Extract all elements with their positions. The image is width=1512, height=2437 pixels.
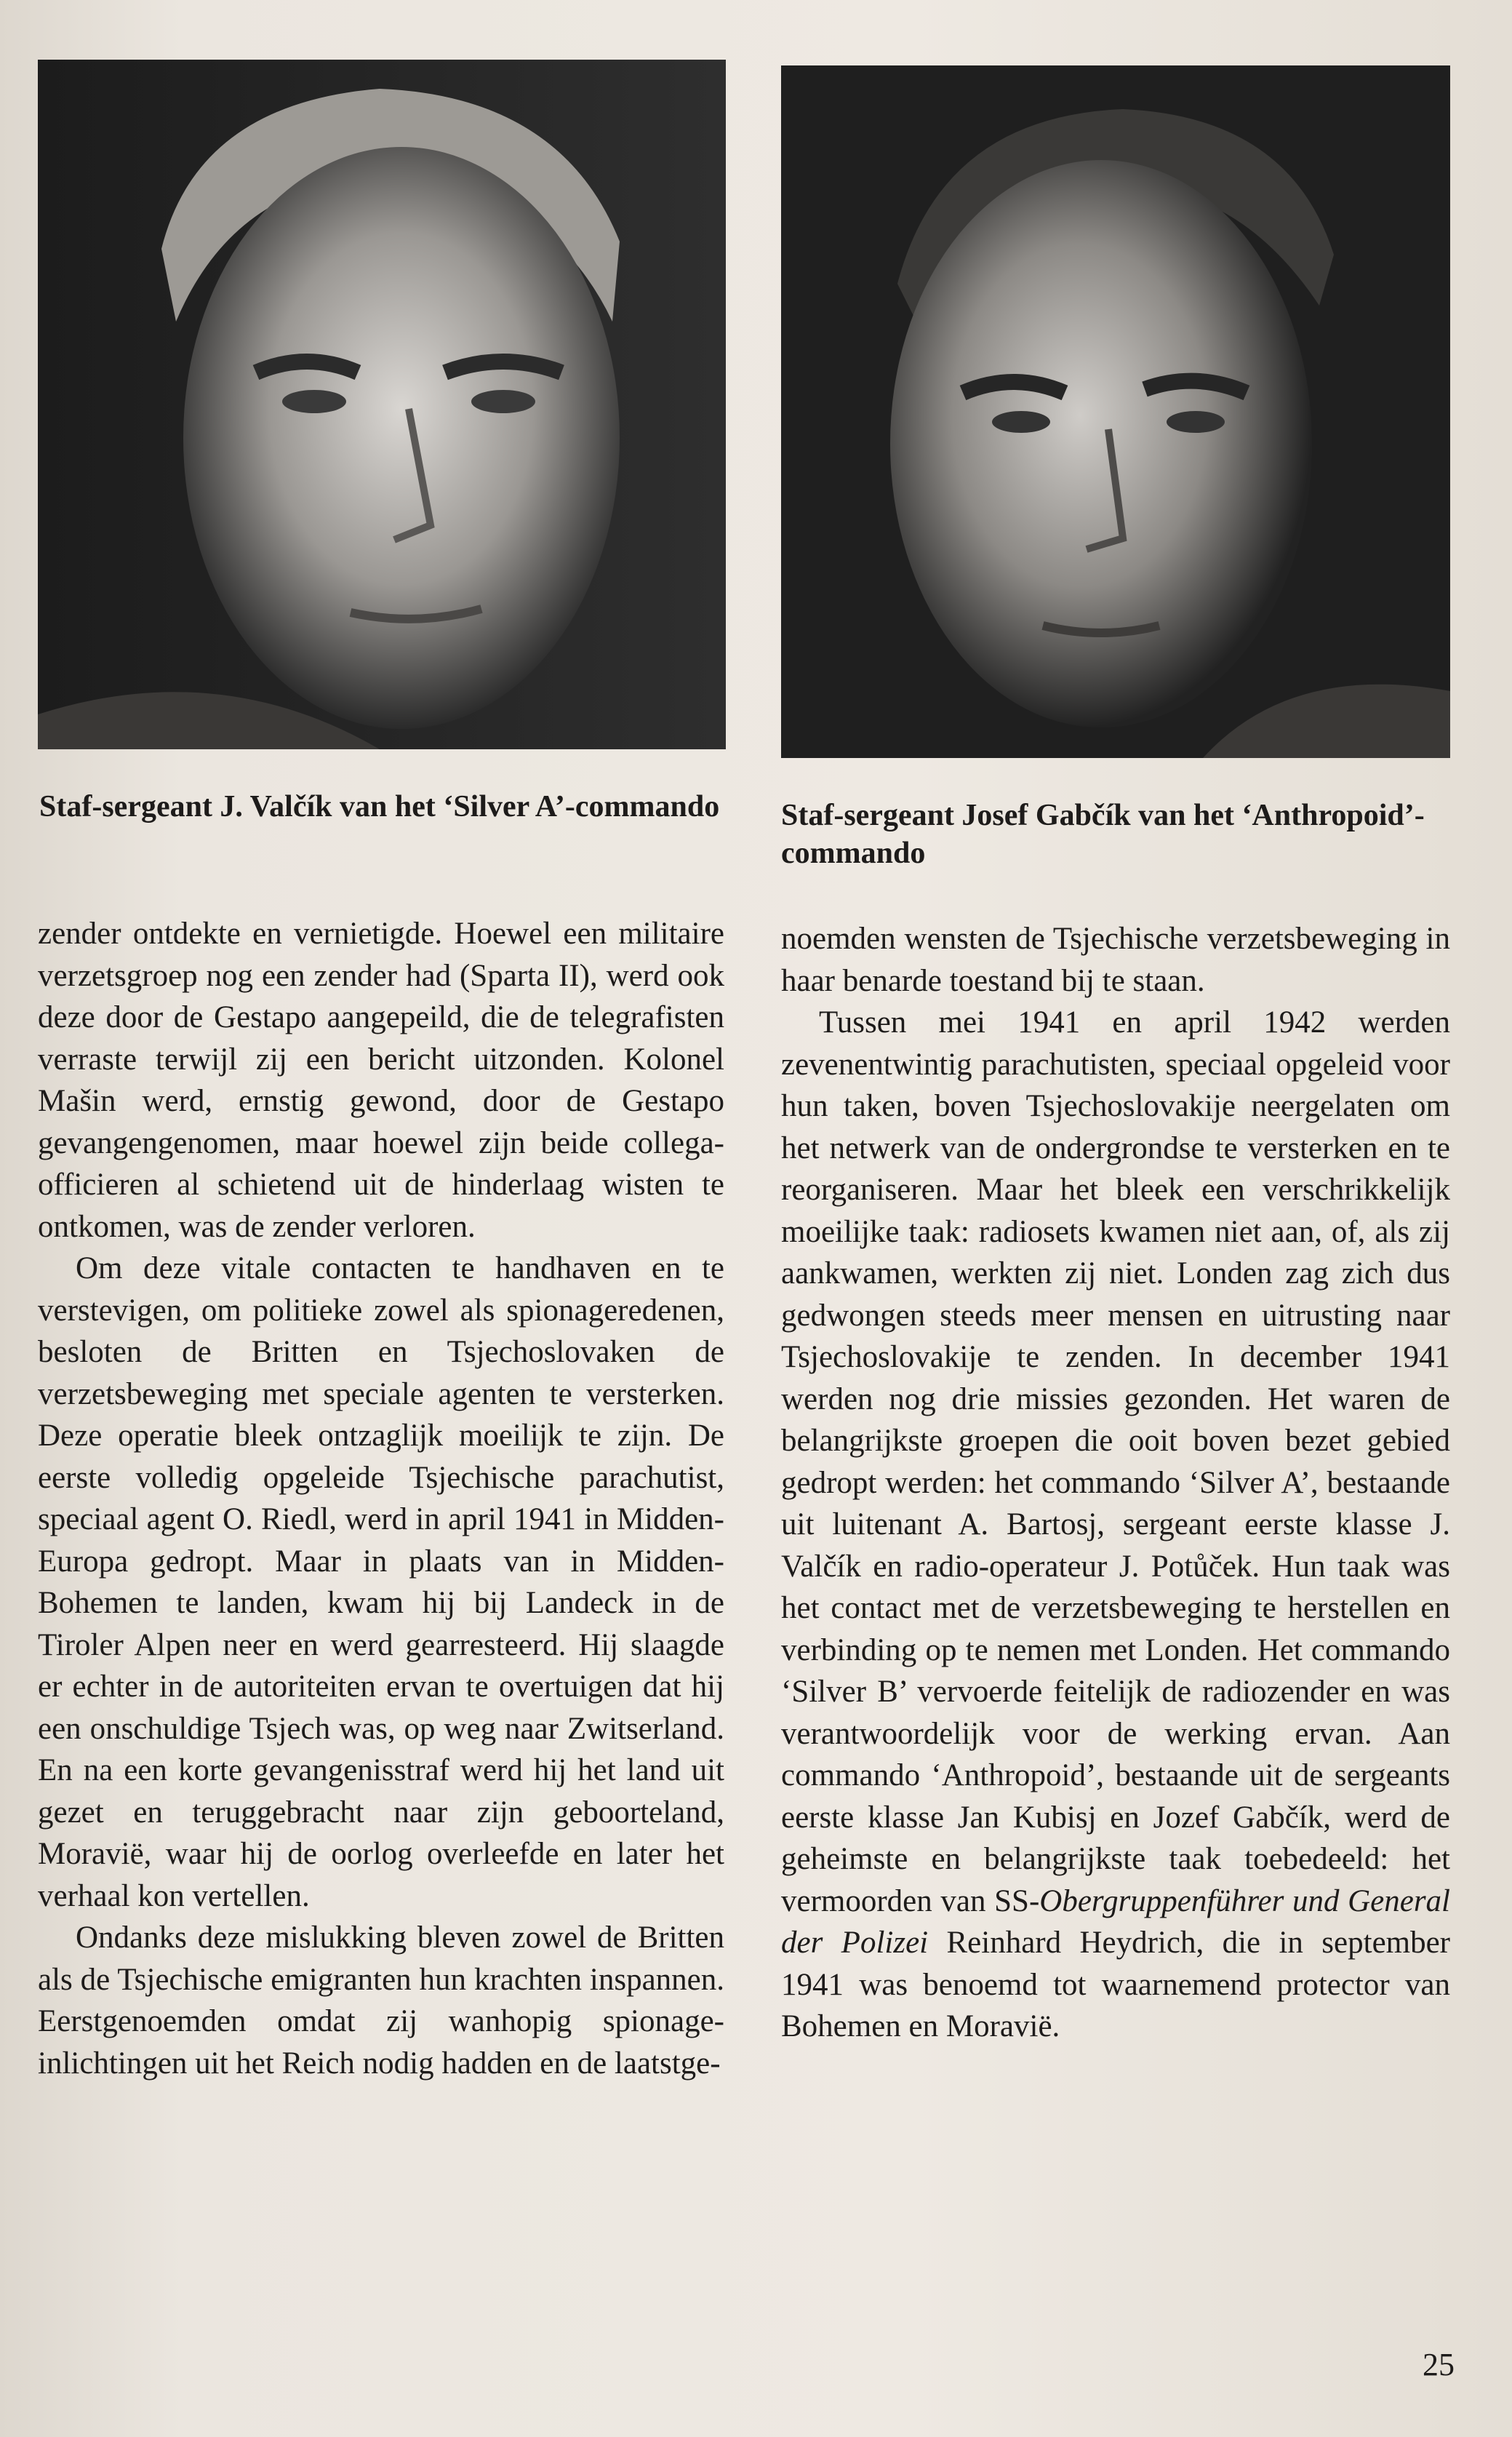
italic-title: Obergruppenführer und General der Polizei	[781, 1883, 1450, 1960]
paragraph: Ondanks deze mislukking bleven zowel de Britten als de Tsjechische emigranten hun krachten inspannen. Eerstgenoemden omdat zij wanhopig spionage-inlichtingen uit het Reich nodig hadden en de laatstge-	[38, 1921, 724, 2081]
caption-valcik: Staf-sergeant J. Valčík van het ‘Silver A’-commando	[39, 790, 720, 823]
paragraph	[781, 1002, 1450, 2048]
portrait-photo-gabcik	[781, 65, 1450, 758]
caption-gabcik: Staf-sergeant Josef Gabčík van het ‘Anthropoid’-commando	[781, 799, 1425, 870]
portrait-photo-valcik	[38, 60, 726, 749]
text-column-right	[781, 918, 1450, 2048]
paragraph: zender ontdekte en vernietigde. Hoewel een militaire verzetsgroep nog een zender had (Sparta II), werd ook deze door de Gestapo aangepeild, die de telegrafisten verraste terwijl zij een bericht uitzonden. Kolonel Mašin werd, ernstig gewond, door de Gestapo gevangengenomen, maar hoewel zijn beide collega-officieren al schietend uit de hinderlaag wisten te ontkomen, was de zender verloren.	[38, 917, 724, 1244]
paragraph: noemden wensten de Tsjechische verzetsbeweging in haar benarde toestand bij te staan.	[781, 922, 1450, 998]
text-column-left	[38, 913, 724, 2084]
paragraph-text: Tussen mei 1941 en april 1942 werden zevenentwintig parachutisten, speciaal opgeleid voor hun taken, boven Tsjechoslovakije neergelaten om het netwerk van de ondergrondse te versterken en te reorganiseren. Maar het bleek een verschrikkelijk moeilijke taak: radiosets kwamen niet aan, of, als zij aankwamen, werkten zij niet. Londen zag zich dus gedwongen steeds meer mensen en uitrusting naar Tsjechoslovakije te zenden. In december 1941 werden nog drie missies gezonden. Het waren de belangrijkste groepen die ooit boven bezet gebied gedropt werden: het commando ‘Silver A’, bestaande uit luitenant A. Bartosj, sergeant eerste klasse J. Valčík en radio-operateur J. Potůček. Hun taak was het contact met de verzetsbeweging te herstellen en verbinding op te nemen met Londen. Het commando ‘Silver B’ vervoerde feitelijk de radiozender en was verantwoordelijk voor de werking ervan. Aan commando ‘Anthropoid’, bestaande uit de sergeants eerste klasse Jan Kubisj en Jozef Gabčík, werd de geheimste en belangrijkste taak toebedeeld: het vermoorden van SS-	[781, 1005, 1450, 1918]
portrait-valcik-image	[38, 60, 726, 749]
portrait-gabcik-image	[781, 65, 1450, 758]
paragraph-text-end: Reinhard Heydrich, die in september 1941 was benoemd tot waarnemend protector van Bohemen en Moravië.	[781, 1926, 1451, 2043]
page-number: 25	[1423, 2347, 1455, 2382]
paragraph: Om deze vitale contacten te handhaven en te verstevigen, om politieke zowel als spionageredenen, besloten de Britten en Tsjechoslovaken de verzetsbeweging met speciale agenten te versterken. Deze operatie bleek ontzaglijk moeilijk te zijn. De eerste volledig opgeleide Tsjechische parachutist, speciaal agent O. Riedl, werd in april 1941 in Midden-Europa gedropt. Maar in plaats van in Midden-Bohemen te landen, kwam hij bij Landeck in de Tiroler Alpen neer en werd gearresteerd. Hij slaagde er echter in de autoriteiten ervan te overtuigen dat hij een onschuldige Tsjech was, op weg naar Zwitserland. En na een korte gevangenisstraf werd hij het land uit gezet en teruggebracht naar zijn geboorteland, Moravië, waar hij de oorlog overleefde en later het verhaal kon vertellen.	[38, 1251, 724, 1913]
